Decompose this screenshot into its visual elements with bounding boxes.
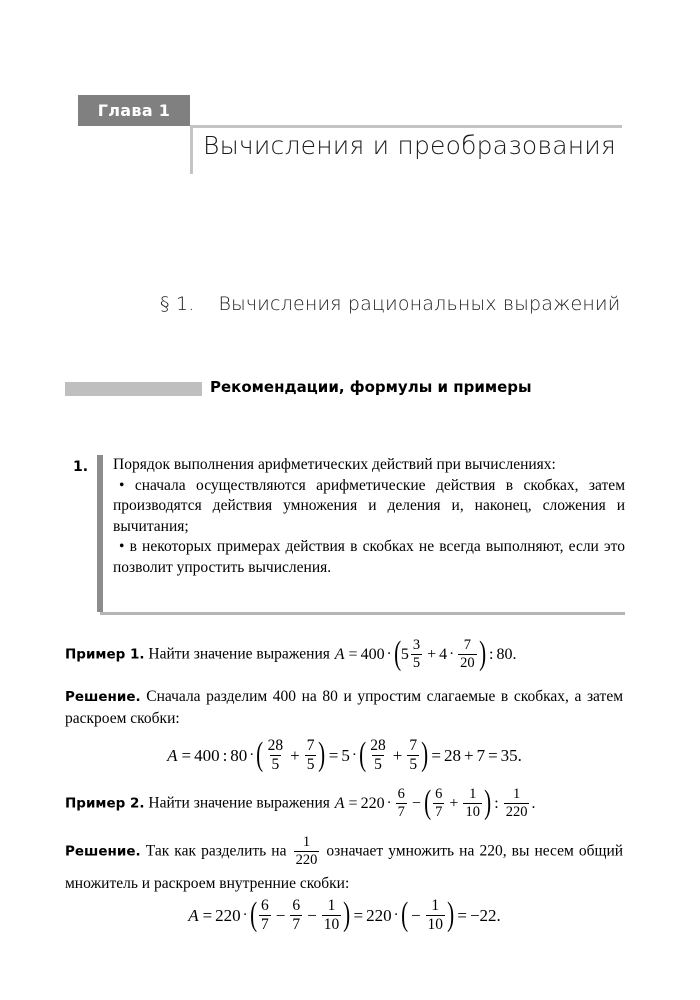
example-1-prompt: Найти значение выражения	[148, 645, 330, 663]
rule-line-0: Порядок выполнения арифметических действий при вычислениях:	[113, 456, 556, 473]
fraction-1-10: $\frac{1}{10}$	[323, 897, 340, 934]
fraction-7-5: $\frac{7}{5}$	[306, 737, 315, 774]
right-paren: )	[447, 896, 455, 934]
rule-bottom-shadow	[100, 612, 625, 615]
subsection-label: Рекомендации, формулы и примеры	[210, 378, 532, 396]
section-heading	[160, 293, 621, 315]
rule-line-2: • в некоторых примерах действия в скобках не всегда выполняют, если это позволит упростить вычисления.	[113, 538, 625, 576]
fraction-1-220: $\frac{1}{220}$	[505, 786, 528, 821]
subsection-accent-bar	[65, 382, 202, 396]
example-2-prompt: Найти значение выражения	[148, 794, 330, 812]
right-paren: )	[478, 635, 486, 673]
rule-number: 1.	[73, 459, 89, 475]
fraction-6-7: $\frac{6}{7}$	[435, 786, 443, 821]
section-number: § 1.	[160, 293, 195, 315]
example-2-label: Пример 2.	[65, 795, 145, 812]
example-2-solution-body-c: несем общий множитель и раскроем внутренние скобки:	[65, 842, 624, 893]
example-1-solution-body: Сначала разделим 400 на 80 и упростим слагаемые в скобках, а затем раскроем скобки:	[65, 688, 624, 727]
fraction-1-10: $\frac{1}{10}$	[427, 897, 444, 934]
chapter-title: Вычисления и преобразования	[203, 131, 616, 160]
mixed-number: 5 $\frac{3}{5}$	[400, 637, 421, 672]
example-2-statement	[65, 784, 623, 822]
example-1-statement	[65, 635, 623, 673]
right-paren: )	[421, 736, 429, 774]
chapter-header-vertical-bar	[190, 128, 193, 174]
right-paren: )	[343, 896, 351, 934]
left-paren: (	[249, 896, 257, 934]
inline-fraction-1-220: $\frac{1}{220}$	[295, 834, 318, 869]
example-1-formula: A = 400 · ( 5 $\frac{3}{5}$ + 4 · $\frac{7}{20}$ ) : 80 .	[334, 635, 517, 673]
rule-accent-bar	[97, 455, 103, 612]
fraction-28-5: $\frac{28}{5}$	[370, 737, 386, 774]
example-2-display-formula: A = 220 · ( $\frac{6}{7}$ − $\frac{6}{7}$ − $\frac{1}{10}$ ) = 220 · ( − $\frac{1}{10}$ ) = −22 .	[188, 896, 501, 934]
chapter-header-rule	[190, 125, 622, 128]
fraction-6-7: $\frac{6}{7}$	[397, 786, 405, 821]
fraction-6-7: $\frac{6}{7}$	[292, 897, 301, 934]
fraction-7-5: $\frac{7}{5}$	[409, 737, 418, 774]
section-title: Вычисления рациональных выражений	[218, 293, 621, 315]
rule-line-1: • сначала осуществляются арифметические действия в скобках, затем производятся действия умножения и деления и, наконец, сложения и вычитания;	[113, 476, 625, 535]
right-paren: )	[484, 784, 492, 822]
fraction-28-5: $\frac{28}{5}$	[267, 737, 284, 774]
rule-block	[65, 455, 625, 578]
example-2-solution-body-a: Так как разделить на	[145, 842, 287, 860]
chapter-header	[0, 0, 700, 190]
example-2-solution-body-b: означает умножить на 220, вы	[326, 842, 530, 860]
right-paren: )	[318, 736, 326, 774]
example-1-label: Пример 1.	[65, 646, 145, 663]
left-paren: (	[359, 736, 367, 774]
left-paren: (	[393, 635, 401, 673]
rule-text	[113, 455, 625, 578]
left-paren: (	[256, 736, 264, 774]
fraction-7-20: $\frac{7}{20}$	[460, 637, 475, 672]
example-2-solution-text	[65, 835, 623, 899]
chapter-badge: Глава 1	[78, 95, 190, 126]
fraction-1-10: $\frac{1}{10}$	[465, 786, 480, 821]
example-2-formula: A = 220 · $\frac{6}{7}$ − ( $\frac{6}{7}$ + $\frac{1}{10}$ ) : $\frac{1}{220}$ .	[334, 784, 536, 822]
subsection-header	[65, 378, 625, 400]
rule-body-wrapper	[97, 455, 625, 578]
fraction-3-5: $\frac{3}{5}$	[412, 637, 421, 672]
example-1-display-formula: A = 400 : 80 · ( $\frac{28}{5}$ + $\frac{7}{5}$ ) = 5 · ( $\frac{28}{5}$ + $\frac{7}{5}$ ) = 28 + 7 = 35 .	[167, 736, 522, 774]
example-1-solution-label: Решение.	[65, 689, 141, 705]
left-paren: (	[400, 896, 408, 934]
example-1-solution-text	[65, 686, 623, 729]
example-2-solution-label: Решение.	[65, 843, 141, 860]
fraction-6-7: $\frac{6}{7}$	[261, 897, 269, 934]
left-paren: (	[423, 784, 432, 822]
